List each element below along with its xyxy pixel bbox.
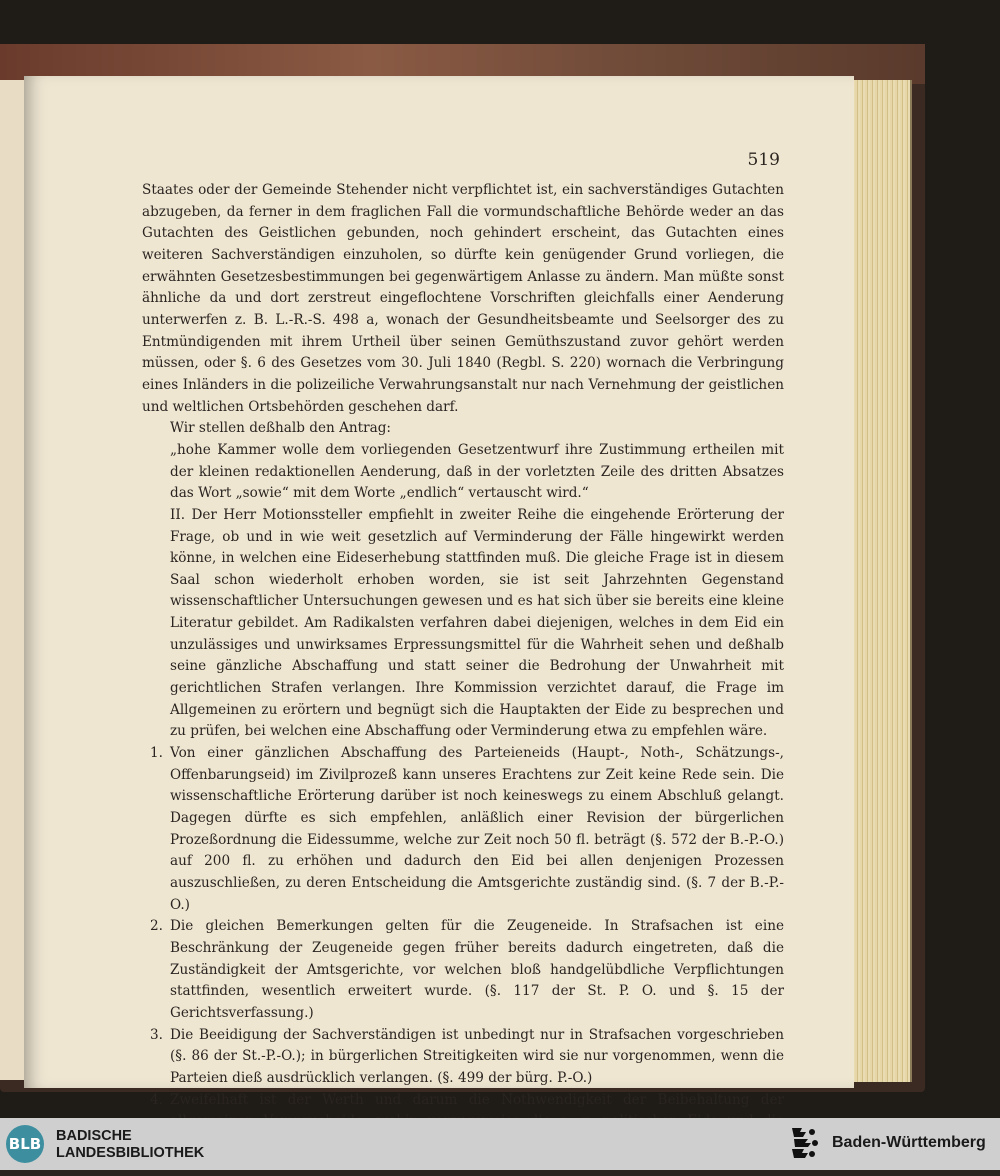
book-page: [24, 76, 854, 1108]
state-name[interactable]: Baden-Württemberg: [832, 1134, 986, 1151]
list-item: [142, 743, 784, 916]
page-text: [142, 180, 784, 1176]
left-page-edge: [0, 80, 25, 1080]
paragraph-quote: „hohe Kammer wolle dem vorliegenden Gesetzentwurf ihre Zustimmung ertheilen mit der kleinen redaktionellen Aenderung, daß in der vorletzten Zeile des dritten Absatzes das Wort „sowie“ mit dem Worte „endlich“ vertauscht wird.“: [170, 441, 784, 502]
list-item-text: Die Beeidigung der Sachverständigen ist unbedingt nur in Strafsachen vorgeschrieben (§. 86 der St.-P.-O.); in bürgerlichen Streitigkeiten wird sie nur vorgenommen, wenn die Parteien dieß ausdrücklich verlangen. (§. 499 der bürg. P.-O.): [170, 1026, 784, 1086]
list-item: [142, 916, 784, 1024]
list-item-text: Von einer gänzlichen Abschaffung des Parteieneids (Haupt-, Noth-, Schätzungs-, Offenbarungseid) im Zivilprozeß kann unseres Erachtens zur Zeit keine Rede sein. Die wissenschaftliche Erörterung darüber ist noch keineswegs zu einem Abschluß gelangt. Dagegen dürfte es sich empfehlen, anläßlich einer Revision der bürgerlichen Prozeßordnung die Eidessumme, welche zur Zeit noch 50 fl. beträgt (§. 572 der B.-P.-O.) auf 200 fl. zu erhöhen und dadurch den Eid bei allen denjenigen Prozessen auszuschließen, zu deren Entscheidung die Amtsgerichte zuständig sind. (§. 7 der B.-P.-O.): [170, 745, 784, 913]
paragraph-motion: Wir stellen deßhalb den Antrag:: [170, 420, 391, 437]
list-item-text: Zweifelhaft ist der Werth und darum die Nothwendigkeit der Beibehaltung der: [170, 1091, 784, 1108]
paragraph-section-ii: II. Der Herr Motionssteller empfiehlt in zweiter Reihe die eingehende Erörterung der Frage, ob und in wie weit gesetzlich auf Verminderung der Fälle hingewirkt werden könne, in welchen eine Eideserhebung stattfinden muß. Die gleiche Frage ist in diesem Saal schon wiederholt erhoben worden, sie ist seit Jahrzehnten Gegenstand wissenschaftlicher Untersuchungen gewesen und es hat sich über sie bereits eine kleine Literatur gebildet. Am Radikalsten verfahren dabei diejenigen, welches in dem Eid ein unzulässiges und unwirksames Erpressungsmittel für die Wahrheit sehen und deßhalb seine gänzliche Abschaffung und statt seiner die Bedrohung der Unwahrheit mit gerichtlichen Strafen verlangen. Ihre Kommission verzichtet darauf, die Frage im Allgemeinen zu erörtern und begnügt sich die Hauptakten der Eide zu besprechen und zu prüfen, bei welchen eine Abschaffung oder Verminderung etwa zu empfehlen wäre.: [170, 506, 784, 740]
library-name-line2: LANDESBIBLIOTHEK: [56, 1145, 205, 1161]
paragraph-continuation: Staates oder der Gemeinde Stehender nicht verpflichtet ist, ein sachverständiges Gutachten abzugeben, da ferner in dem fraglichen Fall die vormundschaftliche Behörde weder an das Gutachten des Geistlichen gebunden, noch gehindert erscheint, das Gutachten eines weiteren Sachverständigen einzuholen, so dürfte kein genügender Grund vorliegen, die erwähnten Gesetzesbestimmungen bei gegenwärtigem Anlasse zu ändern. Man müßte sonst ähnliche da und dort zerstreut eingeflochtene Vorschriften gleichfalls einer Aenderung unterwerfen z. B. L.-R.-S. 498 a, wonach der Gesundheitsbeamte und Seelsorger des zu Entmündigenden mit ihrem Urtheil über seinen Gemüthszustand zuvor gehört werden müssen, oder §. 6 des Gesetzes vom 30. Juli 1840 (Regbl. S. 220) wornach die Verbringung eines Inländers in die polizeiliche Verwahrungsanstalt nur nach Vernehmung der geistlichen und weltlichen Ortsbehörden geschehen darf.: [142, 182, 784, 415]
list-item: [142, 1025, 784, 1090]
list-item-number: 4.: [150, 1091, 163, 1108]
blb-logo[interactable]: BLB: [6, 1125, 44, 1163]
list-item-number: 2.: [150, 918, 163, 935]
list-item-number: 1.: [150, 745, 163, 762]
coat-of-arms-icon: [788, 1124, 822, 1164]
list-item-number: 3.: [150, 1026, 163, 1043]
library-name-line1: BADISCHE: [56, 1128, 132, 1144]
library-name[interactable]: [56, 1128, 204, 1162]
page-number: 519: [747, 150, 780, 170]
page-edges: [850, 80, 912, 1082]
list-item-text: Die gleichen Bemerkungen gelten für die Zeugeneide. In Strafsachen ist eine Beschränkung der Zeugeneide gegen früher bereits dadurch eingetreten, daß die Zuständigkeit der Amtsgerichte, vor welchen bloß handgelübdliche Verpflichtungen stattfinden, wesentlich erweitert wurde. (§. 117 der St. P. O. und §. 15 der Gerichtsverfassung.): [170, 918, 784, 1021]
